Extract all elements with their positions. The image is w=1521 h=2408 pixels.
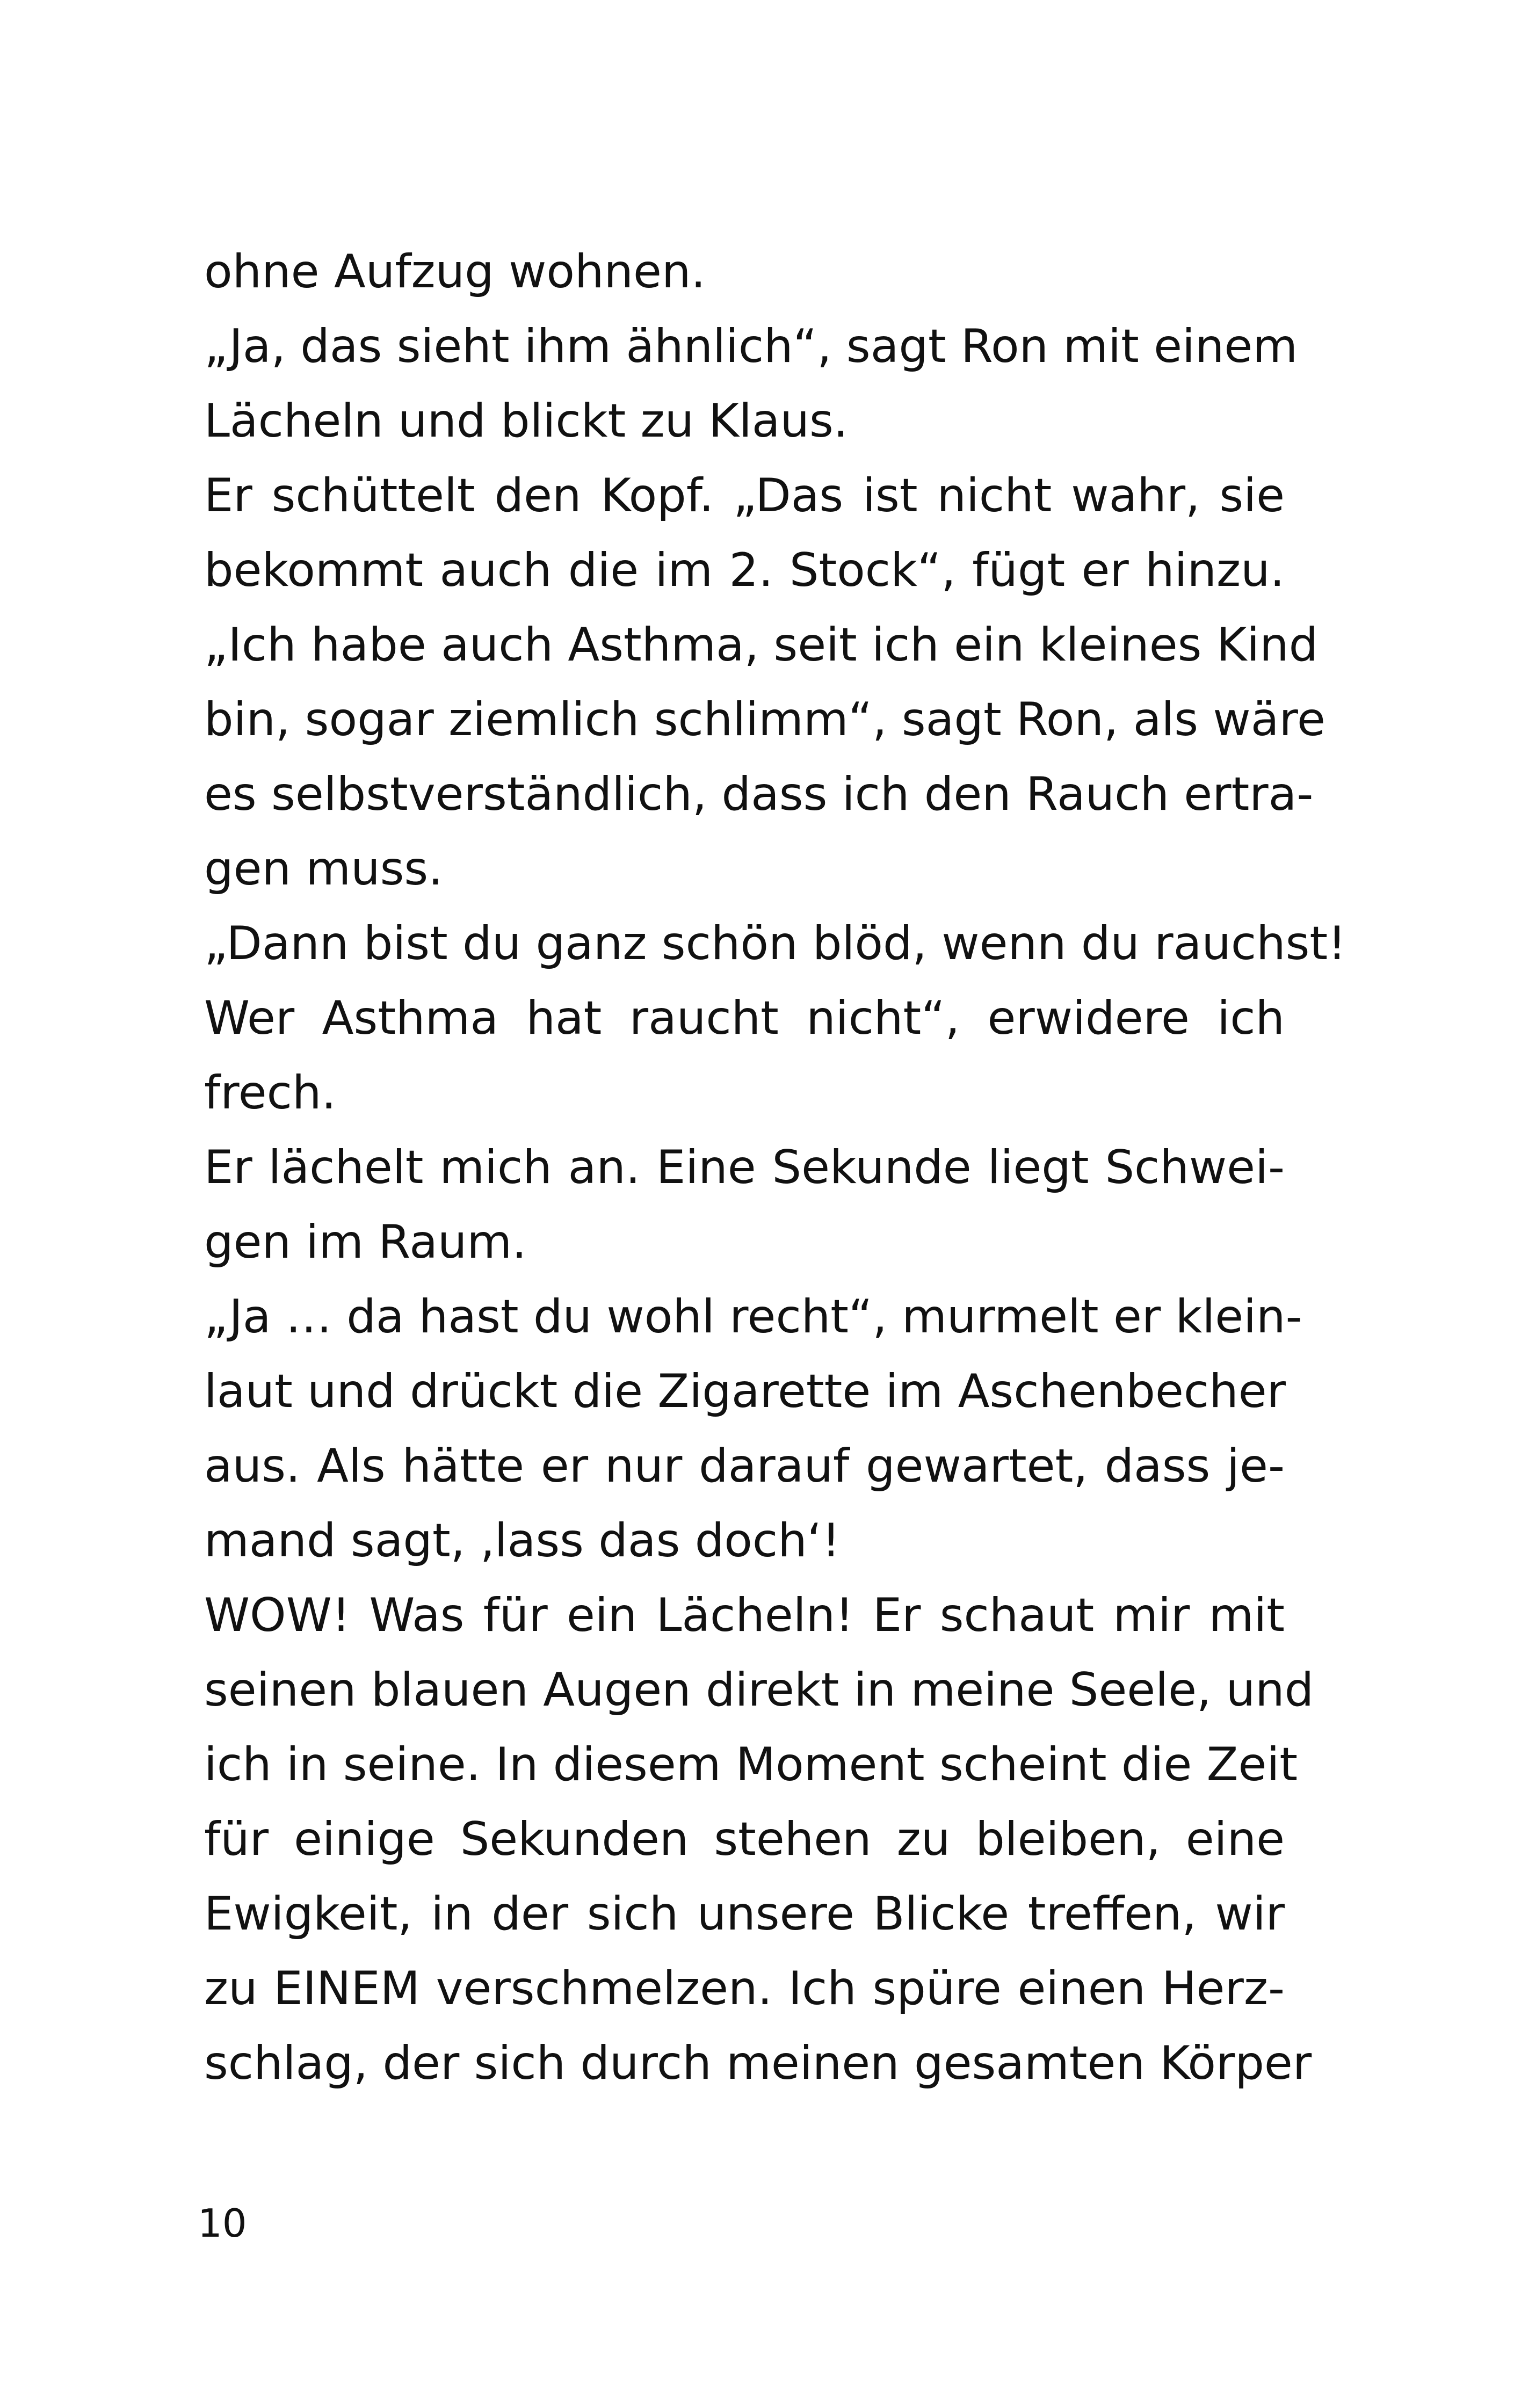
text-line: „Dann bist du ganz schön blöd, wenn du rauchst! (204, 917, 1346, 970)
text-line: Lächeln und blickt zu Klaus. (204, 394, 849, 448)
text-line: es selbstverständlich, dass ich den Rauch ertra- (204, 767, 1314, 821)
text-line: zu EINEM verschmelzen. Ich spüre einen Herz- (204, 1962, 1285, 2015)
text-line: bekommt auch die im 2. Stock“, fügt er hinzu. (204, 543, 1285, 597)
text-line: gen muss. (204, 842, 443, 896)
text-line: ich in seine. In diesem Moment scheint die Zeit (204, 1738, 1298, 1792)
text-line: Er schüttelt den Kopf. „Das ist nicht wahr, sie (204, 469, 1285, 523)
text-line: Er lächelt mich an. Eine Sekunde liegt Schwei- (204, 1141, 1285, 1194)
text-line: mand sagt, ‚lass das doch‘! (204, 1514, 841, 1568)
page-number: 10 (198, 2201, 247, 2246)
text-line: bin, sogar ziemlich schlimm“, sagt Ron, als wäre (204, 693, 1326, 746)
text-line: WOW! Was für ein Lächeln! Er schaut mir mit (204, 1589, 1285, 1642)
text-line: „Ich habe auch Asthma, seit ich ein kleines Kind (204, 618, 1319, 672)
text-line: Wer Asthma hat raucht nicht“, erwidere ich (204, 991, 1285, 1045)
text-line: seinen blauen Augen direkt in meine Seele, und (204, 1663, 1314, 1717)
text-line: ohne Aufzug wohnen. (204, 245, 706, 299)
text-line: frech. (204, 1066, 336, 1120)
text-line: „Ja … da hast du wohl recht“, murmelt er klein- (204, 1290, 1302, 1344)
text-line: schlag, der sich durch meinen gesamten Körper (204, 2036, 1312, 2090)
text-line: gen im Raum. (204, 1215, 527, 1269)
text-line: laut und drückt die Zigarette im Aschenbecher (204, 1365, 1286, 1418)
text-line: für einige Sekunden stehen zu bleiben, eine (204, 1812, 1285, 1866)
body-text (204, 235, 1346, 2101)
text-line: „Ja, das sieht ihm ähnlich“, sagt Ron mit einem (204, 320, 1298, 373)
text-line: aus. Als hätte er nur darauf gewartet, dass je- (204, 1439, 1285, 1493)
text-line: Ewigkeit, in der sich unsere Blicke treffen, wir (204, 1887, 1285, 1941)
